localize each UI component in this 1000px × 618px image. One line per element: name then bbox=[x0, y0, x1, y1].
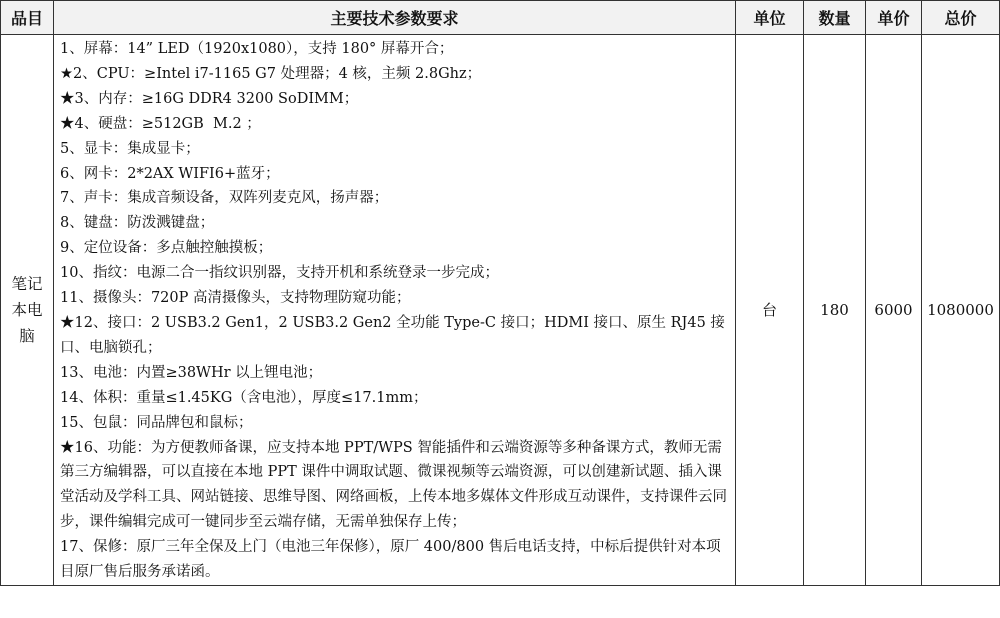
header-row bbox=[1, 1, 1000, 35]
requirement-8: 8、键盘：防泼溅键盘； bbox=[60, 215, 215, 232]
table-row bbox=[1, 35, 1000, 586]
requirement-14: 14、体积：重量≤1.45KG（含电池），厚度≤17.1mm； bbox=[60, 389, 428, 406]
cell-unit: 台 bbox=[736, 35, 804, 586]
requirement-10: 10、指纹：电源二合一指纹识别器，支持开机和系统登录一步完成； bbox=[60, 265, 499, 282]
requirement-3: ★3、内存：≥16G DDR4 3200 SoDIMM； bbox=[60, 90, 359, 107]
header-qty: 数量 bbox=[804, 1, 866, 35]
header-unit: 单位 bbox=[736, 1, 804, 35]
header-params: 主要技术参数要求 bbox=[54, 1, 736, 35]
cell-price: 6000 bbox=[866, 35, 922, 586]
header-total: 总价 bbox=[922, 1, 1000, 35]
cell-params bbox=[54, 35, 736, 586]
requirement-12: ★12、接口：2 USB3.2 Gen1，2 USB3.2 Gen2 全功能 Type-C 接口；HDMI 接口、原生 RJ45 接口、电脑锁孔； bbox=[60, 314, 725, 356]
requirement-5: 5、显卡：集成显卡； bbox=[60, 140, 200, 157]
requirement-17: 17、保修：原厂三年全保及上门（电池三年保修），原厂 400/800 售后电话支持，中标后提供针对本项目原厂售后服务承诺函。 bbox=[60, 539, 721, 581]
requirement-4: ★4、硬盘：≥512GB M.2 ； bbox=[60, 115, 261, 132]
requirement-11: 11、摄像头：720P 高清摄像头，支持物理防窥功能； bbox=[60, 290, 411, 307]
requirement-9: 9、定位设备：多点触控触摸板； bbox=[60, 240, 273, 257]
requirement-6: 6、网卡：2*2AX WIFI6+蓝牙； bbox=[60, 165, 280, 182]
requirement-1: 1、屏幕：14” LED（1920x1080），支持 180° 屏幕开合； bbox=[60, 41, 454, 57]
cell-total: 1080000 bbox=[922, 35, 1000, 586]
cell-item: 笔记本电脑 bbox=[1, 35, 54, 586]
requirement-16: ★16、功能：为方便教师备课，应支持本地 PPT/WPS 智能插件和云端资源等多种备课方式，教师无需第三方编辑器，可以直接在本地 PPT 课件中调取试题、微课视频等云端资源，可以创建新试题、插入课堂活动及学科工具、网站链接、思维导图、网络画板，上传本地多媒体文件形成互动课件，支持课件云同步，课件编辑完成可一键同步至云端存储，无需单独保存上传； bbox=[60, 439, 727, 531]
requirement-7: 7、声卡：集成音频设备，双阵列麦克风，扬声器； bbox=[60, 190, 389, 207]
requirement-2: ★2、CPU：≥Intel i7-1165 G7 处理器；4 核，主频 2.8Ghz； bbox=[60, 65, 482, 82]
cell-qty: 180 bbox=[804, 35, 866, 586]
requirement-15: 15、包鼠：同品牌包和鼠标； bbox=[60, 414, 253, 431]
header-item: 品目 bbox=[1, 1, 54, 35]
requirement-13: 13、电池：内置≥38WHr 以上锂电池； bbox=[60, 364, 323, 381]
header-price: 单价 bbox=[866, 1, 922, 35]
